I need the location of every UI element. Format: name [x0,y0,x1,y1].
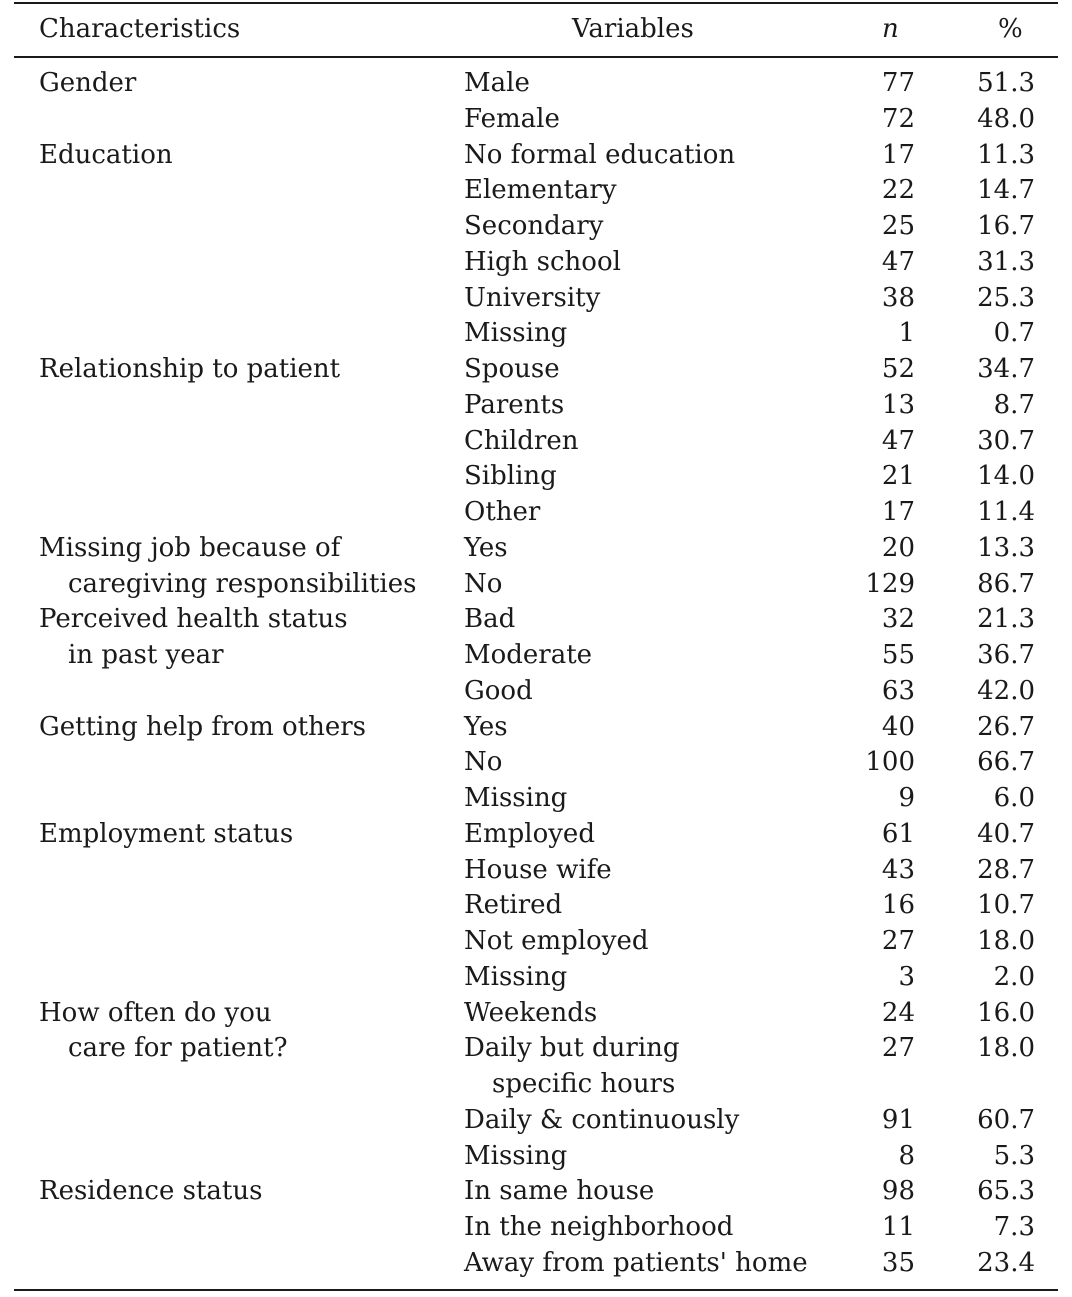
count-cell: 55 [881,640,915,670]
variable-cell: Secondary [464,211,604,241]
count-cell: 38 [881,282,915,313]
variable-cell: University [464,282,601,313]
percent-cell: 0.7 [993,318,1035,349]
count-cell: 21 [881,461,915,492]
variable-cell: Missing [464,961,568,992]
percent-cell: 14.0 [977,461,1035,492]
percent-cell: 16.0 [977,997,1035,1028]
table-row [0,424,1072,460]
table-row [0,1174,1072,1210]
variable-cell: In same house [464,1176,655,1207]
count-cell: 13 [881,389,915,420]
table-row [0,281,1072,317]
variable-cell: specific hours [492,1069,676,1099]
count-cell: 24 [881,997,915,1028]
variable-cell: Other [464,497,541,527]
variable-cell: Spouse [464,354,560,384]
count-cell: 11 [881,1212,915,1242]
table-row [0,388,1072,424]
variable-cell: No [464,568,503,599]
table-row [0,102,1072,138]
variable-cell: Yes [464,711,508,742]
percent-cell: 42.0 [977,675,1035,706]
table-row [0,1210,1072,1246]
count-cell: 100 [865,747,915,778]
variable-cell: Good [464,675,533,706]
count-cell: 1 [898,318,915,349]
percent-cell: 10.7 [977,890,1035,921]
percent-cell: 25.3 [977,282,1035,313]
percent-cell: 51.3 [977,68,1035,98]
count-cell: 35 [881,1247,915,1278]
percent-cell: 30.7 [977,425,1035,456]
header-n: n [882,14,899,44]
table-row [0,674,1072,710]
count-cell: 16 [881,890,915,921]
characteristic-cell: Getting help from others [39,711,367,742]
percent-cell: 11.4 [977,497,1035,527]
table-row [0,638,1072,674]
header-percent: % [998,14,1023,44]
table-row [0,1103,1072,1139]
table-row [0,1246,1072,1282]
percent-cell: 36.7 [977,640,1035,670]
variable-cell: Female [464,103,560,134]
variable-cell: Missing [464,318,568,349]
table-row [0,960,1072,996]
table-bottom-rule [14,1289,1058,1291]
count-cell: 3 [898,961,915,992]
table-row [0,173,1072,209]
variable-cell: High school [464,246,621,277]
percent-cell: 13.3 [977,532,1035,563]
count-cell: 47 [881,246,915,277]
percent-cell: 40.7 [977,818,1035,849]
variable-cell: Elementary [464,175,617,206]
count-cell: 47 [881,425,915,456]
table-row [0,1139,1072,1175]
table-body [0,66,1072,1282]
percent-cell: 60.7 [977,1104,1035,1135]
count-cell: 25 [881,211,915,241]
characteristic-cell: in past year [68,640,224,670]
variable-cell: Bad [464,604,516,635]
percent-cell: 5.3 [993,1140,1035,1171]
percent-cell: 23.4 [977,1247,1035,1278]
characteristic-cell: Missing job because of [39,532,341,563]
variable-cell: Sibling [464,461,557,492]
characteristic-cell: caregiving responsibilities [68,568,417,599]
characteristic-cell: Relationship to patient [39,354,341,384]
percent-cell: 11.3 [977,139,1035,170]
count-cell: 77 [881,68,915,98]
table-row [0,996,1072,1032]
characteristic-cell: Gender [39,68,137,98]
characteristic-cell: Employment status [39,818,294,849]
count-cell: 61 [881,818,915,849]
characteristic-cell: Residence status [39,1176,263,1207]
percent-cell: 26.7 [977,711,1035,742]
table-row [0,781,1072,817]
percent-cell: 34.7 [977,354,1035,384]
percent-cell: 86.7 [977,568,1035,599]
table-row [0,817,1072,853]
percent-cell: 6.0 [993,783,1035,813]
variable-cell: No formal education [464,139,736,170]
percent-cell: 2.0 [993,961,1035,992]
variable-cell: Employed [464,818,595,849]
variable-cell: Away from patients' home [464,1247,808,1278]
table-row [0,352,1072,388]
table-row [0,209,1072,245]
table-row [0,888,1072,924]
count-cell: 22 [881,175,915,206]
characteristic-cell: Education [39,139,173,170]
table-top-rule [14,2,1058,4]
variable-cell: Retired [464,890,563,921]
percent-cell: 31.3 [977,246,1035,277]
variable-cell: House wife [464,854,612,885]
count-cell: 8 [898,1140,915,1171]
variable-cell: Daily but during [464,1033,680,1064]
variable-cell: No [464,747,503,778]
table-row [0,316,1072,352]
table-row [0,853,1072,889]
characteristic-cell: care for patient? [68,1033,288,1064]
table-row [0,138,1072,174]
percent-cell: 65.3 [977,1176,1035,1207]
table-row [0,602,1072,638]
count-cell: 17 [881,139,915,170]
variable-cell: Weekends [464,997,598,1028]
characteristic-cell: How often do you [39,997,272,1028]
header-rule [14,56,1058,58]
variable-cell: Missing [464,1140,568,1171]
percent-cell: 21.3 [977,604,1035,635]
characteristic-cell: Perceived health status [39,604,348,635]
percent-cell: 18.0 [977,926,1035,956]
count-cell: 40 [881,711,915,742]
header-characteristics: Characteristics [39,14,241,44]
table-row [0,924,1072,960]
table-row [0,710,1072,746]
variable-cell: Yes [464,532,508,563]
variable-cell: In the neighborhood [464,1212,734,1242]
variable-cell: Not employed [464,926,649,956]
count-cell: 27 [881,1033,915,1064]
count-cell: 43 [881,854,915,885]
table-row [0,745,1072,781]
table-row [0,531,1072,567]
variable-cell: Missing [464,783,568,813]
table-row [0,567,1072,603]
variable-cell: Parents [464,389,565,420]
percent-cell: 48.0 [977,103,1035,134]
count-cell: 17 [881,497,915,527]
percent-cell: 28.7 [977,854,1035,885]
count-cell: 91 [881,1104,915,1135]
count-cell: 72 [881,103,915,134]
variable-cell: Children [464,425,579,456]
header-variables: Variables [572,14,694,44]
table-row [0,245,1072,281]
count-cell: 9 [898,783,915,813]
table-row [0,459,1072,495]
variable-cell: Moderate [464,640,593,670]
table-row [0,1067,1072,1103]
table-row [0,1031,1072,1067]
percent-cell: 14.7 [977,175,1035,206]
count-cell: 52 [881,354,915,384]
count-cell: 98 [881,1176,915,1207]
variable-cell: Daily & continuously [464,1104,740,1135]
percent-cell: 16.7 [977,211,1035,241]
percent-cell: 7.3 [993,1212,1035,1242]
count-cell: 20 [881,532,915,563]
variable-cell: Male [464,68,530,98]
percent-cell: 18.0 [977,1033,1035,1064]
table-row [0,66,1072,102]
percent-cell: 8.7 [993,389,1035,420]
table-row [0,495,1072,531]
percent-cell: 66.7 [977,747,1035,778]
count-cell: 27 [881,926,915,956]
count-cell: 63 [881,675,915,706]
count-cell: 32 [881,604,915,635]
count-cell: 129 [865,568,915,599]
